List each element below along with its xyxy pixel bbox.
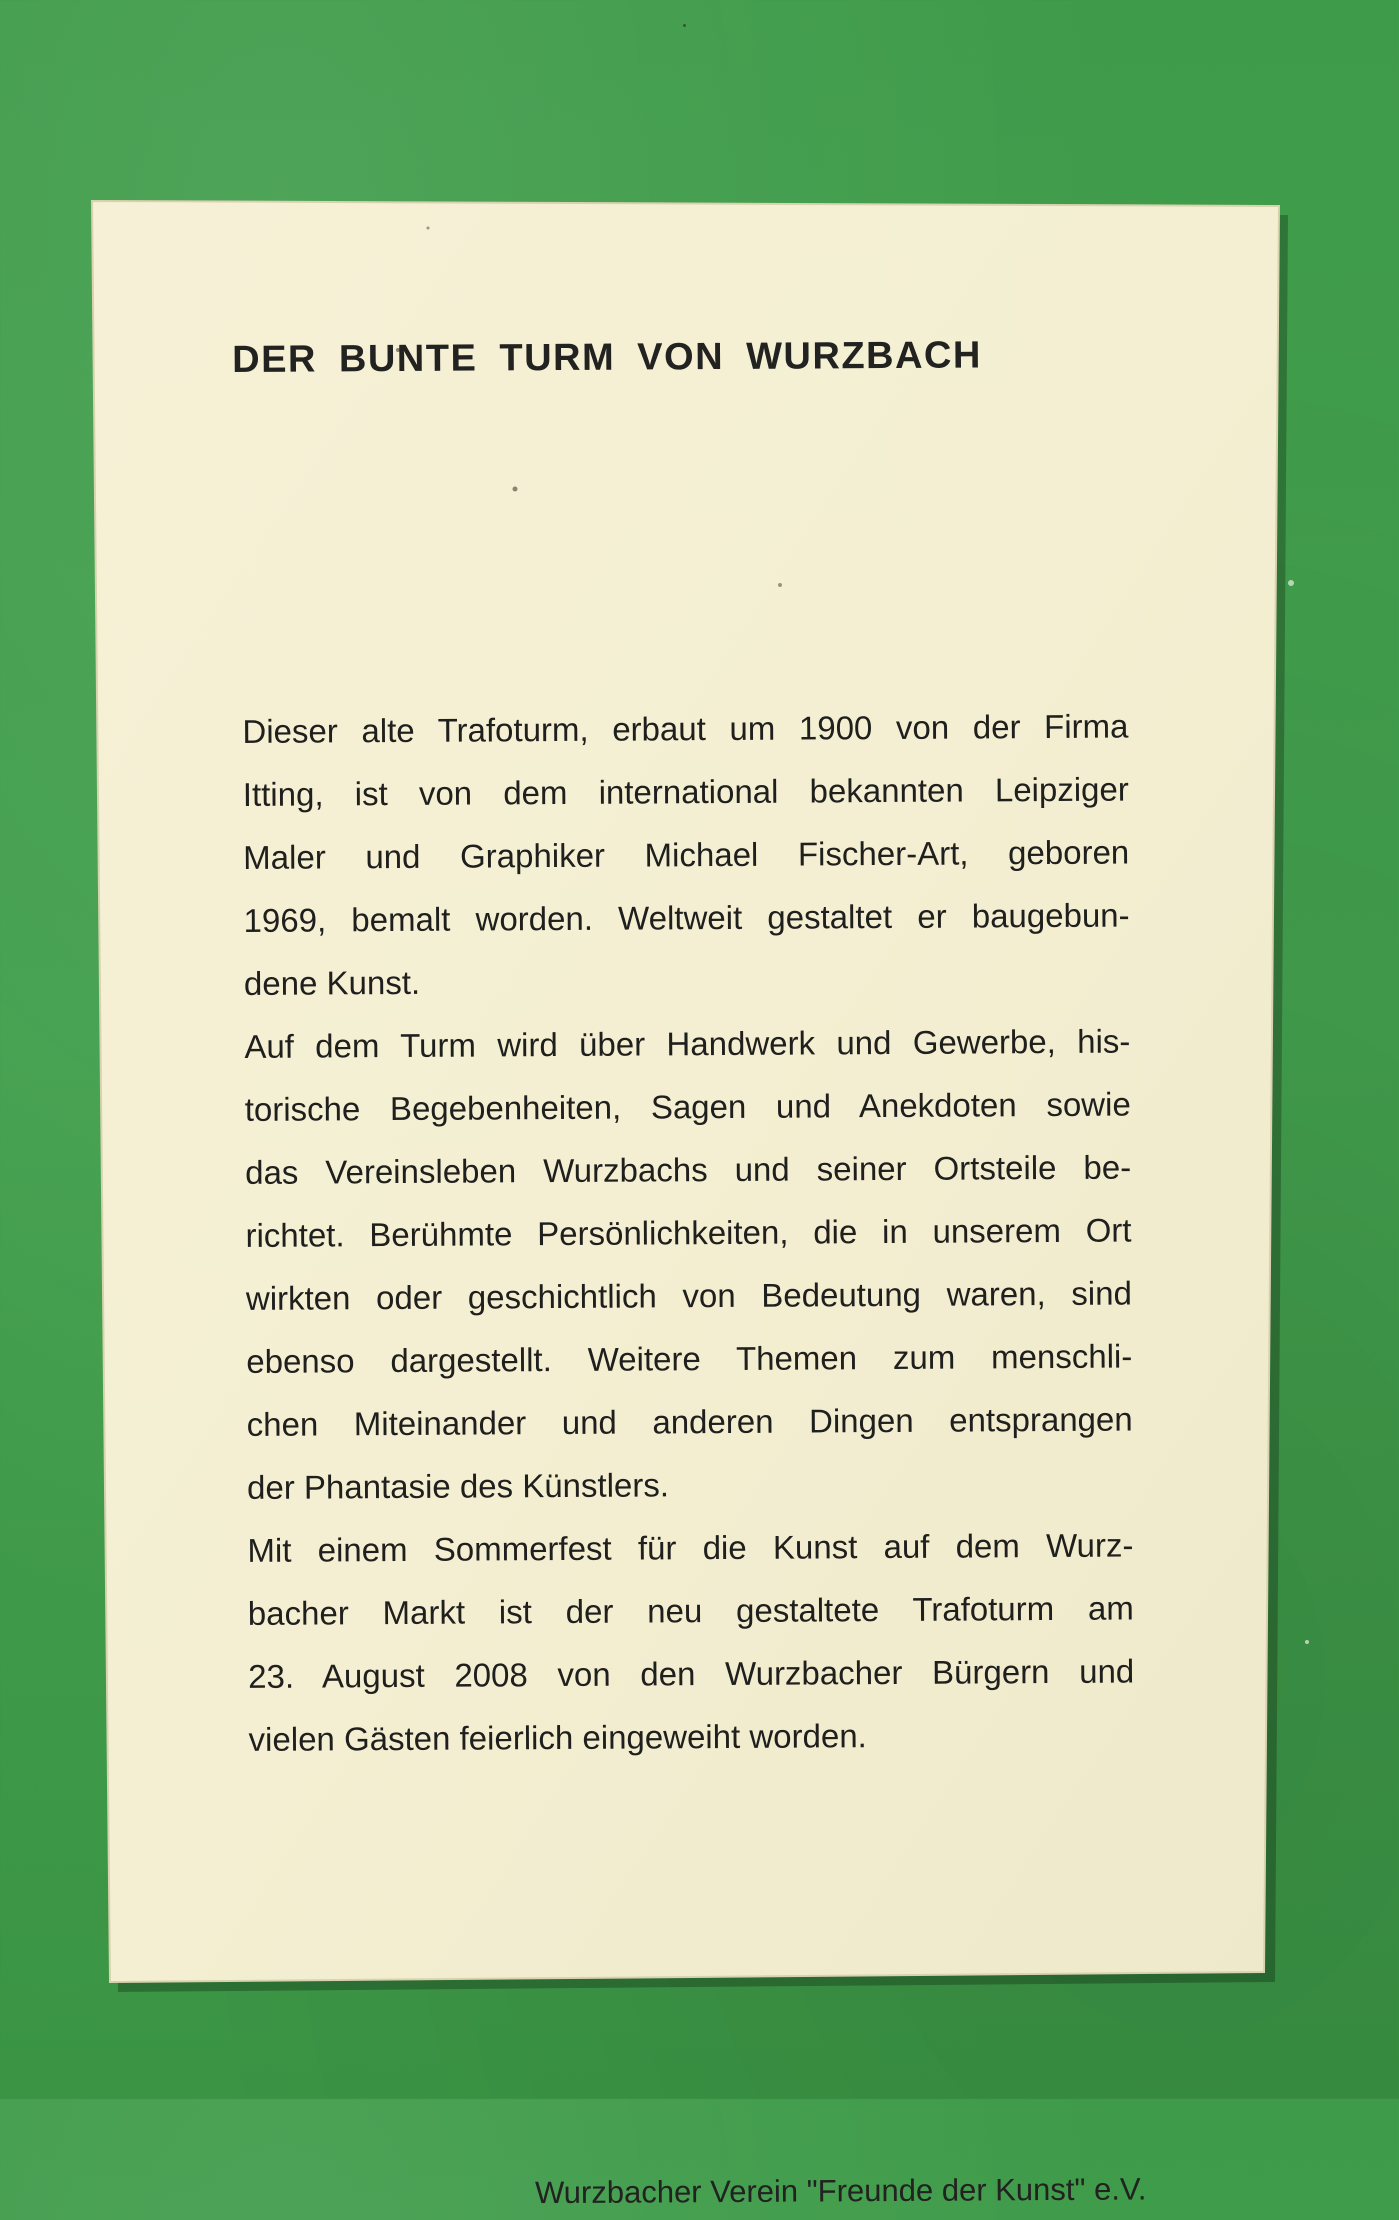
- plaque-footer: Wurzbacher Verein "Freunde der Kunst" e.V.: [534, 2171, 1147, 2211]
- plaque-body: [242, 695, 1147, 2211]
- body-line: 23. August 2008 von den Wurzbacher Bürgern und: [248, 1652, 1135, 1695]
- body-line: Itting, ist von dem international bekannten Leipziger: [242, 770, 1129, 813]
- surface-mark: [778, 583, 782, 587]
- body-line: das Vereinsleben Wurzbachs und seiner Ortsteile be-: [245, 1148, 1132, 1191]
- body-line: Dieser alte Trafoturm, erbaut um 1900 von der Firma: [242, 707, 1129, 750]
- body-line: ebenso dargestellt. Weitere Themen zum menschli-: [246, 1337, 1133, 1380]
- body-line: Auf dem Turm wird über Handwerk und Gewerbe, his-: [244, 1022, 1131, 1065]
- wall-speck: [1288, 580, 1294, 586]
- plaque-content: [232, 325, 1147, 2211]
- wall-speck: [1305, 1640, 1309, 1644]
- body-line: chen Miteinander und anderen Dingen entsprangen: [246, 1400, 1133, 1443]
- surface-mark: [427, 227, 430, 230]
- plaque-title: DER BUNTE TURM VON WURZBACH: [232, 334, 982, 381]
- body-line: richtet. Berühmte Persönlichkeiten, die in unserem Ort: [245, 1211, 1132, 1254]
- body-line: Maler und Graphiker Michael Fischer-Art, geboren: [243, 833, 1130, 876]
- body-line: bacher Markt ist der neu gestaltete Trafoturm am: [247, 1589, 1134, 1632]
- body-line: Mit einem Sommerfest für die Kunst auf dem Wurz-: [247, 1526, 1134, 1569]
- body-line: dene Kunst.: [243, 963, 421, 1002]
- body-line: der Phantasie des Künstlers.: [246, 1466, 670, 1506]
- body-line: torische Begebenheiten, Sagen und Anekdoten sowie: [244, 1085, 1131, 1128]
- body-line: wirkten oder geschichtlich von Bedeutung waren, sind: [245, 1274, 1133, 1317]
- body-line: 1969, bemalt worden. Weltweit gestaltet er baugebun-: [243, 896, 1130, 939]
- surface-mark: [513, 487, 518, 492]
- body-line: vielen Gästen feierlich eingeweiht worden.: [248, 1717, 867, 1758]
- wall-speck: [683, 24, 686, 27]
